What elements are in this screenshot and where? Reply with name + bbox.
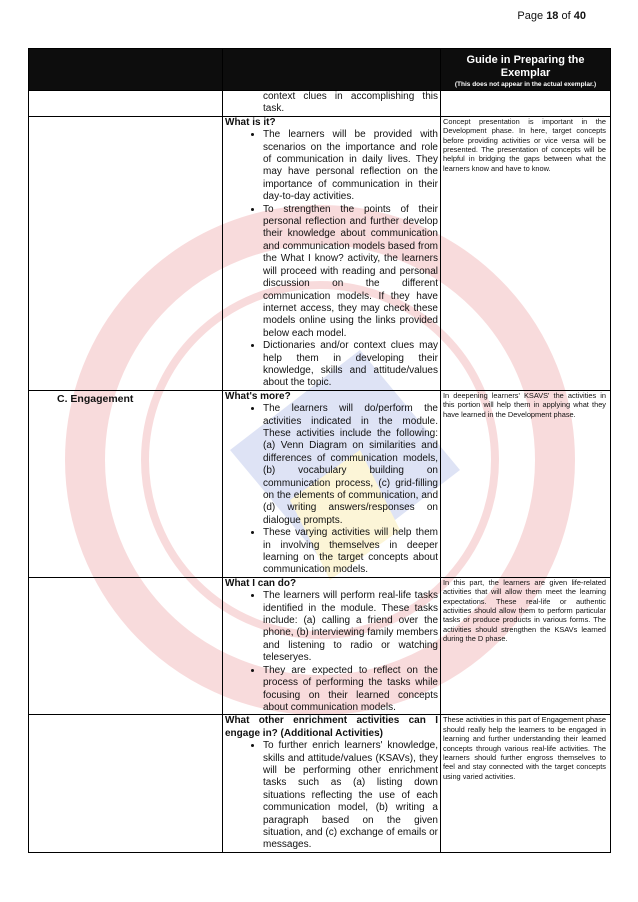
question-heading: What is it? (225, 116, 276, 128)
what-i-can-do-cell (223, 577, 441, 714)
list-item: • The learners will perform real-life tasks identified in the module. These tasks include: (a) calling a friend over the phone, (b) interviewing family members and listening to radio or watching teleseryes. (263, 590, 438, 664)
what-is-it-cell (223, 116, 441, 390)
table-row (29, 577, 611, 714)
table-row (29, 715, 611, 852)
question-heading: What's more? (225, 390, 291, 402)
list-item: • They are expected to reflect on the process of performing the tasks while focusing on their learned concepts about communication models. (263, 665, 438, 715)
question-heading: What I can do? (225, 577, 297, 589)
list-item: • Dictionaries and/or context clues may help them in developing their knowledge, skills and attitude/values about the topic. (263, 340, 438, 390)
list-item: • The learners will do/perform the activities indicated in the module. These activities include the following: (a) Venn Diagram on similarities and differences of communication models, (b) vocabulary building on communication process, (c) grid-filling on the elements of communication, and (d) writing answers/responses on dialogue prompts. (263, 403, 438, 527)
header-cell-2 (223, 49, 441, 91)
question-heading: What other enrichment activities can I engage in? (Additional Activities) (225, 715, 438, 739)
whats-more-cell (223, 390, 441, 577)
header-cell-1 (29, 49, 223, 91)
table-row (29, 91, 611, 117)
guide-note: In deepening learners' KSAVS' the activities in this portion will help them in applying what they have learned in the Development phase. (441, 390, 611, 577)
list-item: • To further enrich learners' knowledge, skills and attitude/values (KSAVs), they will be performing other enrichment tasks such as (a) listing down situations reflecting the use of each communication model, (b) writing a paragraph based on the given situation, and (c) exchange of emails or messages. (263, 740, 438, 852)
list-item: • These varying activities will help them in involving themselves in deeper learning on the target concepts about communication models. (263, 527, 438, 577)
guide-note: Concept presentation is important in the Development phase. In here, target concepts before providing activities or vice versa will be presented. The presentation of concepts will be helpful in bridging the gaps between what the learners know and have to know. (441, 116, 611, 390)
continuation-cell: context clues in accomplishing this task. (223, 91, 441, 117)
table-row (29, 116, 611, 390)
phase-label: C. Engagement (29, 390, 223, 577)
page-number: Page 18 of 40 (517, 10, 586, 22)
list-item: • To strengthen the points of their personal reflection and further develop their knowledge about communication and communication models based from the What I know? activity, the learners will proceed with reading and personal discussion on the different communication models. If they have internet access, they may check these models online using the links provided below each model. (263, 204, 438, 340)
guide-note: These activities in this part of Engagement phase should really help the learners to be engaged in learning and further understanding their learned concepts through various real-life activities. The learners should further engross themselves to feel and stay connected with the target concepts using varied activities. (441, 715, 611, 852)
table-row (29, 390, 611, 577)
lesson-exemplar-table (28, 48, 611, 853)
enrichment-cell (223, 715, 441, 852)
guide-header: Guide in Preparing the Exemplar (This does not appear in the actual exemplar.) (441, 49, 611, 91)
list-item: • The learners will be provided with scenarios on the importance and role of communication in daily lives. They may have personal reflection on the importance of communication in their day-to-day activities. (263, 129, 438, 203)
guide-note: In this part, the learners are given life-related activities that will allow them meet the learning expectations. These real-life or authentic activities should allow them to perform particular tasks or produce products in various forms. The activities should strengthen the KSAVs learned during the D phase. (441, 577, 611, 714)
header-row (29, 49, 611, 91)
